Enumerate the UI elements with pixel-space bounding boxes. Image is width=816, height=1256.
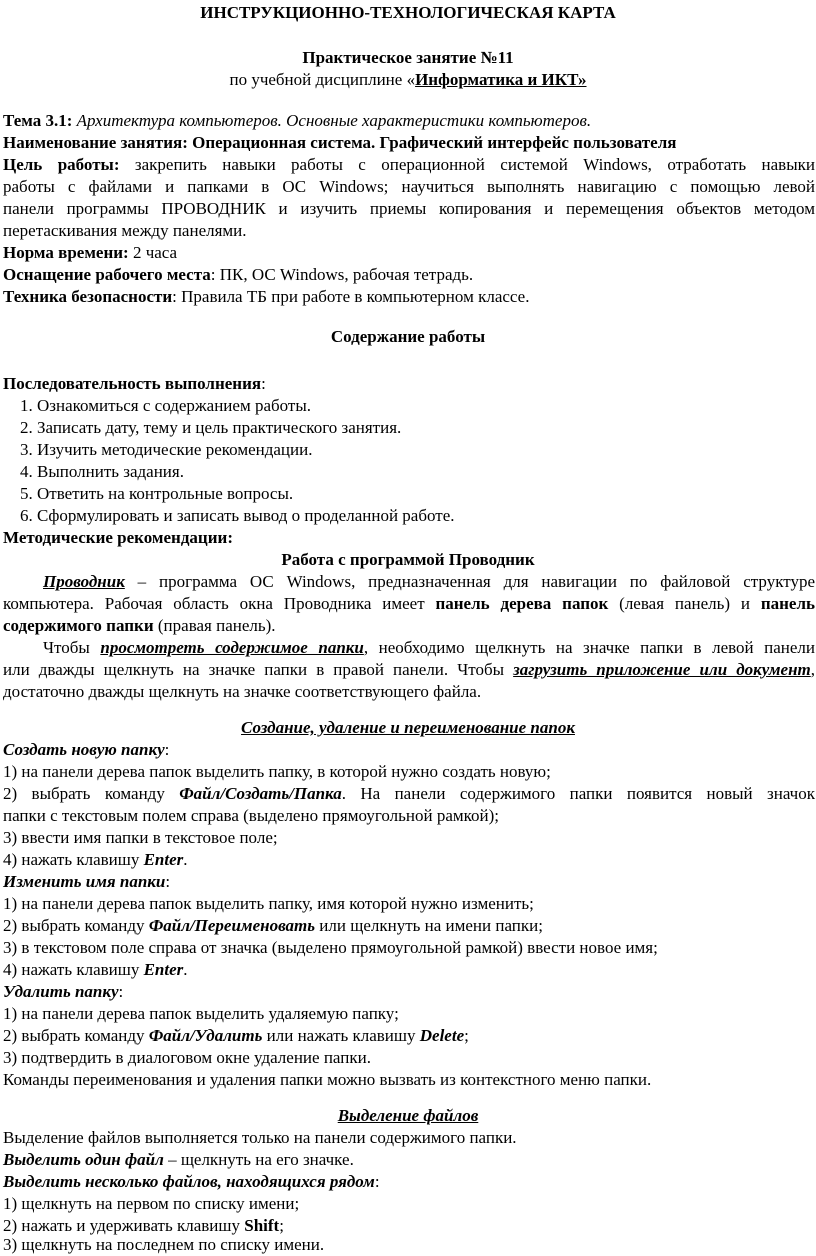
step-item: 6. Сформулировать и записать вывод о проделанной работе. xyxy=(20,506,455,525)
rename-step-3: 3) в текстовом поле справа от значка (выделено прямоугольной рамкой) ввести новое имя; xyxy=(3,938,658,957)
select-one-line xyxy=(3,1149,354,1171)
create-folder-title: Создать новую папку xyxy=(3,740,165,759)
select-step-3: 3) щелкнуть на последнем по списку имени. xyxy=(3,1235,325,1254)
step-item: 2. Записать дату, тему и цель практического занятия. xyxy=(20,418,402,437)
create-step-3: 3) ввести имя папки в текстовое поле; xyxy=(3,828,278,847)
create-step-1: 1) на панели дерева папок выделить папку, в которой нужно создать новую; xyxy=(3,762,551,781)
rename-folder-label xyxy=(3,871,170,893)
explorer-line-3 xyxy=(3,615,276,637)
step-text: или нажать клавишу xyxy=(262,1026,420,1045)
create-step-2-cont: папки с текстовым полем справа (выделено прямоугольной рамкой); xyxy=(3,806,500,825)
topic-line xyxy=(3,110,591,132)
equipment-label: Оснащение рабочего места xyxy=(3,265,211,284)
step-text: или щелкнуть на имени папки; xyxy=(315,916,543,935)
content-heading: Содержание работы xyxy=(330,327,486,346)
explorer-text: – программа ОС Windows, предназначенная для навигации по файловой структуре xyxy=(124,572,815,591)
step-item: 1. Ознакомиться с содержанием работы. xyxy=(20,396,312,415)
explorer-heading: Работа с программой Проводник xyxy=(281,550,535,569)
explorer-line-2 xyxy=(3,593,815,615)
files-heading: Выделение файлов xyxy=(337,1106,479,1125)
key-name: Enter xyxy=(143,850,184,869)
delete-step-3: 3) подтвердить в диалоговом окне удаление папки. xyxy=(3,1048,371,1067)
goal-line-4: перетаскивания между панелями. xyxy=(3,221,247,240)
create-step-2 xyxy=(3,783,815,805)
explorer-text: , xyxy=(810,660,815,679)
colon: : xyxy=(374,1172,380,1191)
step-item: 3. Изучить методические рекомендации. xyxy=(20,440,313,459)
goal-line-2: работы с файлами и папками в ОС Windows; научиться выполнять навигацию с помощью левой xyxy=(3,177,815,196)
select-many-title: Выделить несколько файлов, находящихся рядом xyxy=(3,1172,375,1191)
explorer-text: Чтобы xyxy=(43,638,101,657)
select-one-text: – щелкнуть на его значке. xyxy=(163,1150,354,1169)
command-name: Файл/Создать/Папка xyxy=(179,784,342,803)
discipline-line xyxy=(0,69,816,91)
colon: : xyxy=(165,872,171,891)
sequence-heading xyxy=(3,373,266,395)
equipment-line xyxy=(3,264,473,286)
create-folder-label xyxy=(3,739,169,761)
time-label: Норма времени: xyxy=(3,243,129,262)
command-name: Файл/Удалить xyxy=(148,1026,263,1045)
time-line xyxy=(3,242,177,264)
step-text: . xyxy=(183,850,188,869)
topic-label: Тема 3.1: xyxy=(3,111,73,130)
step-text: 2) выбрать команду xyxy=(3,784,180,803)
delete-step-2 xyxy=(3,1025,469,1047)
rename-folder-title: Изменить имя папки xyxy=(3,872,166,891)
explorer-text: компьютера. Рабочая область окна Проводника имеет xyxy=(3,594,436,613)
safety-line xyxy=(3,286,529,308)
rename-step-1: 1) на панели дерева папок выделить папку, имя которой нужно изменить; xyxy=(3,894,534,913)
files-intro: Выделение файлов выполняется только на панели содержимого папки. xyxy=(3,1128,517,1147)
step-text: ; xyxy=(279,1216,284,1235)
content-panel-term: панель xyxy=(760,594,815,613)
discipline-prefix: по учебной дисциплине « xyxy=(229,70,416,89)
context-menu-note: Команды переименования и удаления папки можно вызвать из контекстного меню папки. xyxy=(3,1070,652,1089)
select-one-title: Выделить один файл xyxy=(3,1150,164,1169)
content-panel-term: содержимого папки xyxy=(3,616,154,635)
goal-label: Цель работы: xyxy=(3,155,120,174)
method-heading: Методические рекомендации: xyxy=(3,528,233,547)
explorer-text: (правая панель). xyxy=(153,616,276,635)
discipline-name: Информатика и ИКТ» xyxy=(415,70,587,89)
command-name: Файл/Переименовать xyxy=(148,916,316,935)
equipment-value: : ПК, ОС Windows, рабочая тетрадь. xyxy=(210,265,474,284)
key-name: Enter xyxy=(143,960,184,979)
sequence-label: Последовательность выполнения xyxy=(3,374,262,393)
explorer-text: (левая панель) и xyxy=(608,594,761,613)
goal-line-1 xyxy=(3,154,815,176)
step-item: 5. Ответить на контрольные вопросы. xyxy=(20,484,294,503)
document-title: ИНСТРУКЦИОННО-ТЕХНОЛОГИЧЕСКАЯ КАРТА xyxy=(200,3,616,22)
goal-line-3: панели программы ПРОВОДНИК и изучить приемы копирования и перемещения объектов методом xyxy=(3,199,815,218)
delete-folder-label xyxy=(3,981,123,1003)
rename-step-2 xyxy=(3,915,543,937)
step-text: 4) нажать клавишу xyxy=(3,960,144,979)
view-folder-term: просмотреть содержимое папки xyxy=(100,638,364,657)
step-text: 2) нажать и удерживать клавишу xyxy=(3,1216,245,1235)
select-step-1: 1) щелкнуть на первом по списку имени; xyxy=(3,1194,300,1213)
colon: : xyxy=(164,740,170,759)
safety-value: : Правила ТБ при работе в компьютерном классе. xyxy=(172,287,530,306)
explorer-text: или дважды щелкнуть на значке папки в правой панели. Чтобы xyxy=(3,660,514,679)
step-text: 2) выбрать команду xyxy=(3,916,149,935)
step-text: . xyxy=(183,960,188,979)
goal-text-1: закрепить навыки работы с операционной системой Windows, отработать навыки xyxy=(119,155,815,174)
explorer-term: Проводник xyxy=(43,572,125,591)
explorer-line-4 xyxy=(43,637,815,659)
sequence-colon: : xyxy=(261,374,266,393)
explorer-line-5 xyxy=(3,659,815,681)
rename-step-4 xyxy=(3,959,188,981)
step-item: 4. Выполнить задания. xyxy=(20,462,184,481)
explorer-line-1 xyxy=(43,571,815,593)
explorer-line-6: достаточно дважды щелкнуть на значке соответствующего файла. xyxy=(3,682,482,701)
colon: : xyxy=(118,982,124,1001)
delete-folder-title: Удалить папку xyxy=(3,982,119,1001)
lesson-number: Практическое занятие №11 xyxy=(302,48,514,67)
step-text: ; xyxy=(464,1026,469,1045)
safety-label: Техника безопасности xyxy=(3,287,173,306)
key-name: Shift xyxy=(244,1216,280,1235)
load-app-term: загрузить приложение или документ xyxy=(513,660,811,679)
delete-step-1: 1) на панели дерева папок выделить удаляемую папку; xyxy=(3,1004,399,1023)
lesson-name: Наименование занятия: Операционная система. Графический интерфейс пользователя xyxy=(3,133,677,152)
step-text: 2) выбрать команду xyxy=(3,1026,149,1045)
create-step-4 xyxy=(3,849,188,871)
key-name: Delete xyxy=(419,1026,465,1045)
folders-heading: Создание, удаление и переименование папок xyxy=(241,718,575,737)
time-value: 2 часа xyxy=(128,243,178,262)
step-text: . На панели содержимого папки появится новый значок xyxy=(341,784,815,803)
topic-text: Архитектура компьютеров. Основные характеристики компьютеров. xyxy=(72,111,592,130)
select-many-line xyxy=(3,1171,380,1193)
step-text: 4) нажать клавишу xyxy=(3,850,144,869)
explorer-text: , необходимо щелкнуть на значке папки в левой панели xyxy=(363,638,816,657)
tree-panel-term: панель дерева папок xyxy=(435,594,609,613)
